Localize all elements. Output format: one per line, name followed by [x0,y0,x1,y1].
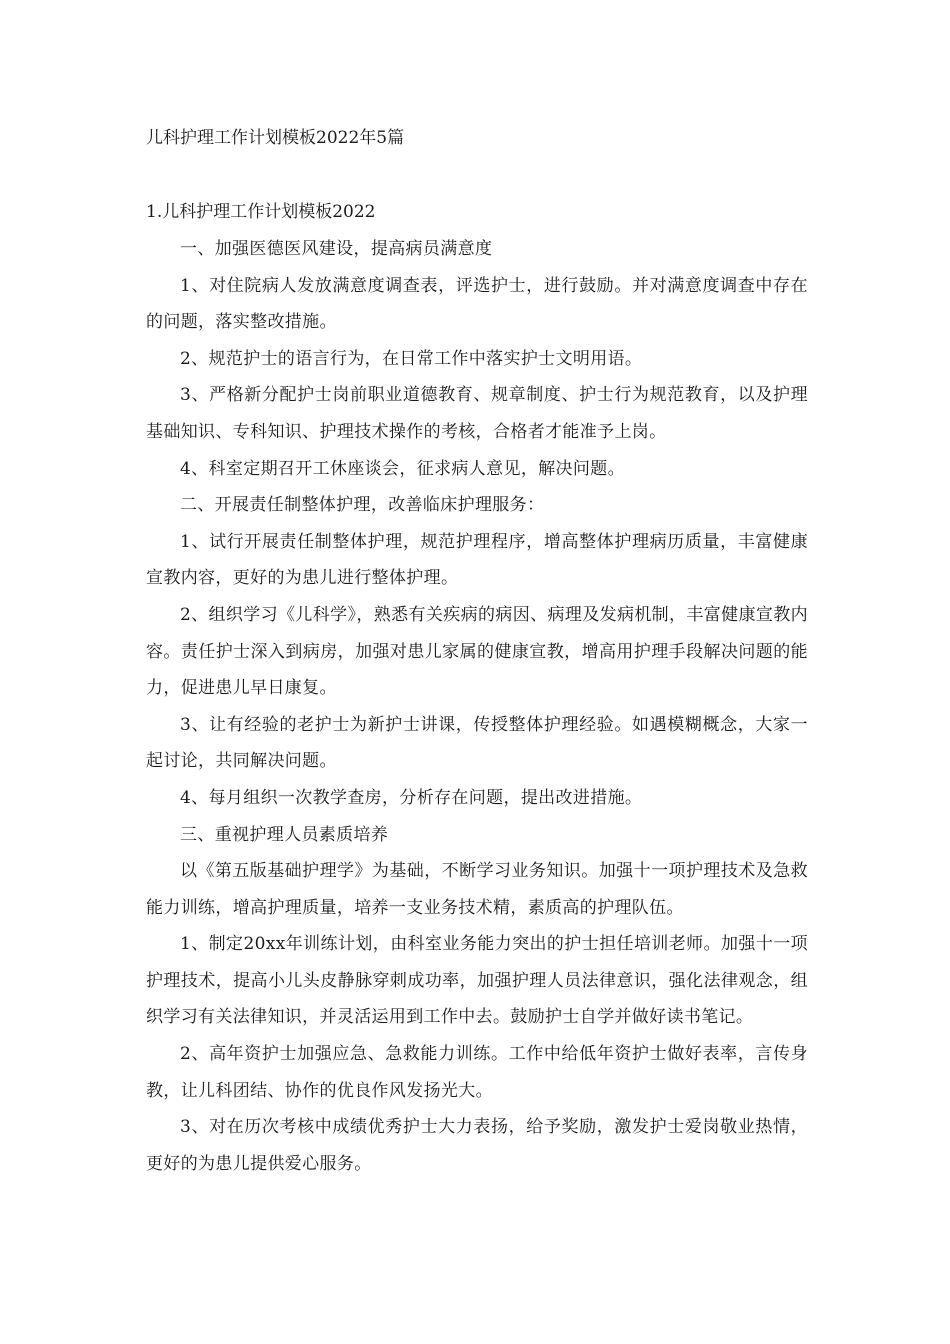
paragraph-heading-3: 三、重视护理人员素质培养 [180,824,389,845]
document-body [146,231,808,1182]
paragraph: 3、严格新分配护士岗前职业道德教育、规章制度、护士行为规范教育，以及护理基础知识、专科知识、护理技术操作的考核，合格者才能准予上岗。 [146,385,808,442]
paragraph: 1、对住院病人发放满意度调查表，评选护士，进行鼓励。并对满意度调查中存在的问题，落实整改措施。 [146,275,808,333]
paragraph: 2、规范护士的语言行为，在日常工作中落实护士文明用语。 [180,348,643,369]
document-title: 儿科护理工作计划模板2022年5篇 [146,128,405,148]
paragraph-heading-2: 二、开展责任制整体护理，改善临床护理服务： [180,495,545,516]
paragraph: 4、每月组织一次教学查房，分析存在问题，提出改进措施。 [180,787,643,808]
section-title: 1.儿科护理工作计划模板2022 [146,202,376,222]
paragraph: 1、试行开展责任制整体护理，规范护理程序，增高整体护理病历质量，丰富健康宣教内容，更好的为患儿进行整体护理。 [146,531,808,589]
paragraph: 1、制定20xx年训练计划，由科室业务能力突出的护士担任培训老师。加强十一项护理技术，提高小儿头皮静脉穿刺成功率，加强护理人员法律意识，强化法律观念，组织学习有关法律知识，并灵活运用到工作中去。鼓励护士自学并做好读书笔记。 [146,934,808,1028]
paragraph-heading-1: 一、加强医德医风建设，提高病员满意度 [180,239,493,259]
paragraph: 3、对在历次考核中成绩优秀护士大力表扬，给予奖励，激发护士爱岗敬业热情，更好的为患儿提供爱心服务。 [146,1117,808,1174]
paragraph: 2、高年资护士加强应急、急救能力训练。工作中给低年资护士做好表率，言传身教，让儿科团结、协作的优良作风发扬光大。 [146,1044,808,1101]
paragraph: 以《第五版基础护理学》为基础，不断学习业务知识。加强十一项护理技术及急救能力训练，增高护理质量，培养一支业务技术精，素质高的护理队伍。 [146,861,808,918]
paragraph: 4、科室定期召开工休座谈会，征求病人意见，解决问题。 [180,458,625,479]
paragraph: 2、组织学习《儿科学》，熟悉有关疾病的病因、病理及发病机制，丰富健康宣教内容。责任护士深入到病房，加强对患儿家属的健康宣教，增高用护理手段解决问题的能力，促进患儿早日康复。 [146,604,808,699]
paragraph: 3、让有经验的老护士为新护士讲课，传授整体护理经验。如遇模糊概念，大家一起讨论，共同解决问题。 [146,714,808,772]
